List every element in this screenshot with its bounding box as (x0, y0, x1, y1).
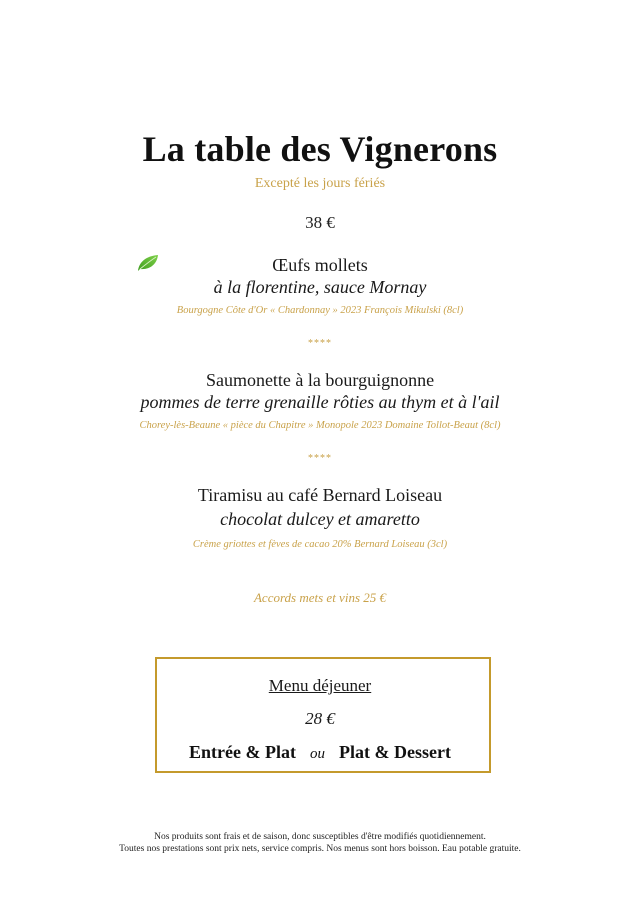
wine-pairing-price: Accords mets et vins 25 € (253, 590, 387, 605)
separator: **** (308, 453, 332, 464)
dish-name: Tiramisu au café Bernard Loiseau (197, 485, 443, 505)
dish-description: chocolat dulcey et amaretto (220, 509, 420, 529)
lunch-or: ou (310, 746, 325, 762)
wine-pairing: Chorey-lès-Beaune « pièce du Chapitre » Monopole 2023 Domaine Tollot-Beaut (8cl) (139, 420, 501, 431)
menu-price: 38 € (305, 213, 335, 232)
dish-description: pommes de terre grenaille rôties au thym et à l'ail (140, 392, 500, 412)
dish-name: Saumonette à la bourguignonne (205, 370, 435, 390)
lunch-option-2: Plat & Dessert (339, 742, 451, 762)
lunch-option-1: Entrée & Plat (189, 742, 296, 762)
footer-line-2: Toutes nos prestations sont prix nets, service compris. Nos menus sont hors boisson. Eau potable gratuite. (119, 844, 521, 854)
wine-pairing: Crème griottes et fèves de cacao 20% Bernard Loiseau (3cl) (192, 539, 448, 550)
footer-line-1: Nos produits sont frais et de saison, donc susceptibles d'être modifiés quotidiennement. (154, 832, 486, 842)
lunch-title: Menu déjeuner (268, 676, 372, 695)
page-title: La table des Vignerons (142, 129, 498, 169)
separator: **** (308, 338, 332, 349)
lunch-price: 28 € (305, 709, 335, 728)
dish-name: Œufs mollets (272, 255, 368, 275)
dish-description: à la florentine, sauce Mornay (213, 277, 427, 297)
lunch-options (0, 742, 640, 763)
subtitle: Excepté les jours fériés (254, 176, 386, 191)
wine-pairing: Bourgogne Côte d'Or « Chardonnay » 2023 François Mikulski (8cl) (176, 305, 464, 316)
